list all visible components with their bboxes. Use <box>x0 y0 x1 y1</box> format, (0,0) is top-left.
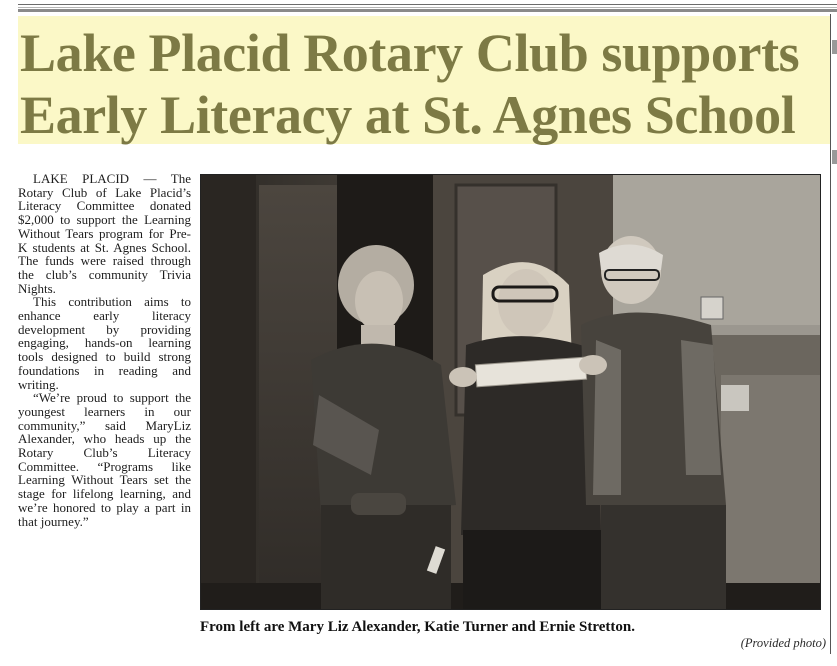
headline-line-1: Lake Placid Rotary Club supports <box>20 23 800 83</box>
top-rule <box>18 4 837 12</box>
photo-credit: (Provided photo) <box>740 636 826 650</box>
article-body <box>18 172 191 528</box>
headline <box>20 22 830 146</box>
news-photo <box>200 174 821 610</box>
paragraph-1: LAKE PLACID — The Rotary Club of Lake Placid’s Literacy Committee donated $2,000 to support the Learning Without Tears program for Pre-K students at St. Agnes School. The funds were raised through the club’s community Trivia Nights. <box>18 171 191 296</box>
paragraph-2: This contribution aims to enhance early literacy development by providing engaging, hands-on learning tools designed to build strong foundations in reading and writing. <box>18 294 191 392</box>
photo-caption: From left are Mary Liz Alexander, Katie Turner and Ernie Stretton. <box>200 619 635 635</box>
headline-line-2: Early Literacy at St. Agnes School <box>20 85 796 145</box>
photo-illustration <box>201 175 821 610</box>
edge-mark <box>832 150 837 164</box>
column-divider <box>830 14 831 654</box>
edge-mark <box>832 40 837 54</box>
paragraph-3: “We’re proud to support the youngest learners in our community,” said MaryLiz Alexander, who heads up the Rotary Club’s Literacy Committee. “Programs like Learning Without Tears set the stage for lifelong learning, and we’re honored to play a part in that journey.” <box>18 390 191 529</box>
